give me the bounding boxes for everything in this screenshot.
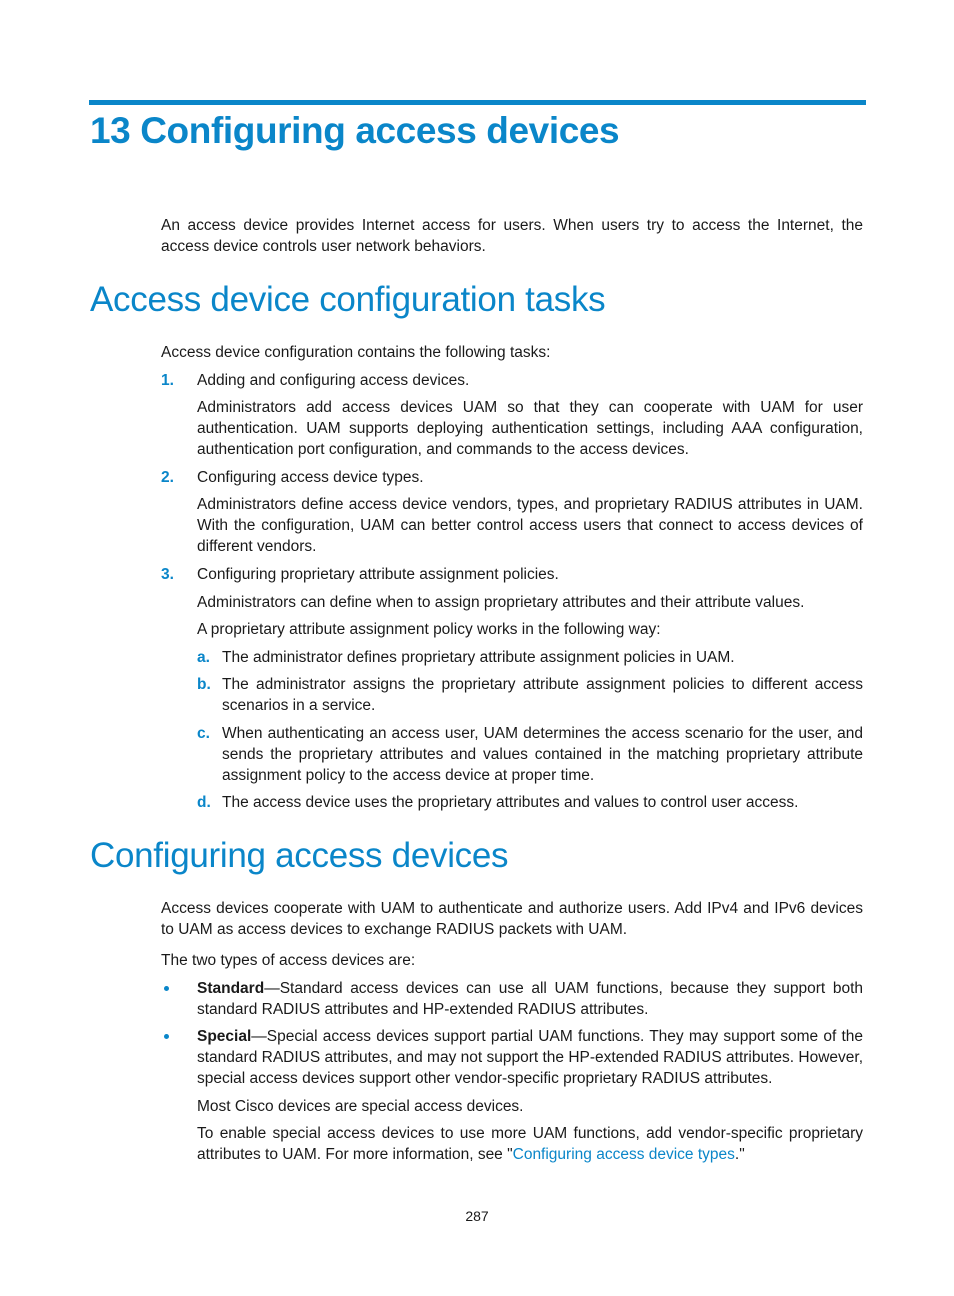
- types-lead: The two types of access devices are:: [161, 952, 416, 969]
- step-number: 3.: [161, 566, 174, 583]
- step-label: Configuring proprietary attribute assignment policies.: [197, 566, 559, 583]
- type-description: —Special access devices support partial UAM functions. They may support some of the standard RADIUS attributes, and may not support the HP-extended RADIUS attributes. However, special access devices support other vendor-specific proprietary RADIUS attributes.: [197, 1028, 863, 1087]
- substep-text: The access device uses the proprietary attributes and values to control user access.: [222, 794, 799, 811]
- configuring-intro: Access devices cooperate with UAM to authenticate and authorize users. Add IPv4 and IPv6 devices to UAM as access devices to exchange RADIUS packets with UAM.: [161, 900, 863, 938]
- substep-text: The administrator assigns the proprietary attribute assignment policies to different access scenarios in a service.: [222, 676, 863, 714]
- type-description: —Standard access devices can use all UAM functions, because they support both standard RADIUS attributes and HP-extended RADIUS attributes.: [197, 980, 863, 1018]
- step-label: Configuring access device types.: [197, 469, 424, 486]
- substep-text: When authenticating an access user, UAM determines the access scenario for the user, and sends the proprietary attributes and values contained in the matching proprietary attribute assignment policy to the access device at proper time.: [222, 725, 863, 784]
- substep-letter: b.: [197, 676, 211, 693]
- step-number: 2.: [161, 469, 174, 486]
- step-description: Administrators add access devices UAM so that they can cooperate with UAM for user authentication. UAM supports deploying authentication settings, including AAA configuration, authentication port configuration, and commands to the access devices.: [197, 399, 863, 458]
- section-title-tasks: Access device configuration tasks: [90, 280, 606, 319]
- chapter-title: 13 Configuring access devices: [90, 110, 620, 151]
- step-label: Adding and configuring access devices.: [197, 372, 470, 389]
- step-number: 1.: [161, 372, 174, 389]
- note-prefix: To enable special access devices to use more UAM functions, add vendor-specific proprietary attributes to UAM. For more information, see ": [197, 1125, 863, 1163]
- substep-letter: a.: [197, 649, 210, 666]
- step-description-2: A proprietary attribute assignment policy works in the following way:: [197, 621, 661, 638]
- step-description: Administrators can define when to assign proprietary attributes and their attribute values.: [197, 594, 805, 611]
- substep-letter: c.: [197, 725, 210, 742]
- step-description: Administrators define access device vendors, types, and proprietary RADIUS attributes in UAM. With the configuration, UAM can better control access users that connect to access devices of different vendors.: [197, 496, 863, 555]
- type-standard: [197, 978, 863, 1020]
- chapter-intro: An access device provides Internet access for users. When users try to access the Internet, the access device controls user network behaviors.: [161, 217, 863, 255]
- note-enable-special: [197, 1123, 863, 1165]
- note-cisco: Most Cisco devices are special access devices.: [197, 1098, 524, 1115]
- type-special: [197, 1026, 863, 1089]
- page-number: 287: [465, 1208, 489, 1224]
- type-term: Standard: [197, 980, 265, 997]
- chapter-top-rule: [89, 100, 866, 105]
- note-suffix: .": [734, 1146, 745, 1163]
- tasks-lead: Access device configuration contains the following tasks:: [161, 344, 551, 361]
- substep-letter: d.: [197, 794, 211, 811]
- link-configuring-access-device-types[interactable]: Configuring access device types: [512, 1146, 735, 1163]
- type-term: Special: [197, 1028, 252, 1045]
- bullet-icon: [164, 1034, 169, 1039]
- section-title-configuring: Configuring access devices: [90, 836, 509, 875]
- substep-text: The administrator defines proprietary attribute assignment policies in UAM.: [222, 649, 735, 666]
- bullet-icon: [164, 986, 169, 991]
